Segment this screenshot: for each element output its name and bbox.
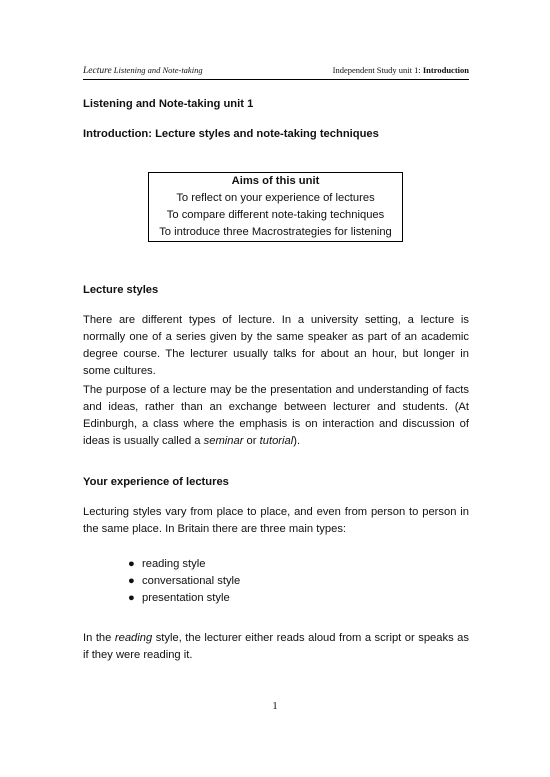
aim-item: To reflect on your experience of lectures (176, 192, 375, 204)
aims-box (148, 172, 403, 242)
lecture-types-list (128, 556, 240, 607)
aim-item: To compare different note-taking techniques (166, 209, 385, 221)
paragraph: There are different types of lecture. In a university setting, a lecture is normally one of a series given by the same speaker as part of an academic degree course. The lecturer usually talks for about an hour, but longer in some cultures. (83, 314, 469, 377)
bullet-icon: ● (128, 558, 135, 570)
term-tutorial: tutorial (259, 435, 294, 447)
term-seminar: seminar (203, 435, 244, 447)
aims-title: Aims of this unit (231, 175, 320, 187)
list-item-text: presentation style (142, 592, 230, 604)
list-item (128, 573, 240, 590)
bullet-icon: ● (128, 592, 135, 604)
paragraph-text: style, the lecturer either reads aloud from a script or speaks as if they were reading it. (83, 632, 469, 661)
header-left (83, 65, 203, 76)
unit-subtitle: Introduction: Lecture styles and note-taking techniques (83, 128, 379, 140)
paragraph-text: ). (293, 435, 301, 447)
header-right (333, 65, 469, 75)
unit-title: Listening and Note-taking unit 1 (83, 98, 254, 110)
paragraph (83, 630, 469, 664)
list-item (128, 556, 240, 573)
paragraph (83, 382, 469, 450)
paragraph-text: or (243, 435, 260, 447)
paragraph-text: The purpose of a lecture may be the presentation and understanding of facts and ideas, rather than an exchange between lecturer and students. (At Edinburgh, a class where the emphasis is on interaction and discussion of ideas is usually called a (83, 384, 469, 447)
bullet-icon: ● (128, 575, 135, 587)
section-heading-experience: Your experience of lectures (83, 476, 229, 488)
paragraph: Lecturing styles vary from place to place, and even from person to person in the same place. In Britain there are three main types: (83, 506, 469, 535)
header-subtitle: Listening and Note-taking (113, 65, 203, 75)
list-item-text: reading style (142, 558, 206, 570)
list-item (128, 590, 240, 607)
paragraph-text: In the (83, 632, 115, 644)
running-header (83, 63, 469, 80)
aim-item: To introduce three Macrostrategies for listening (159, 226, 392, 238)
page-number: 1 (272, 700, 278, 712)
header-unit: Independent Study unit 1: (332, 65, 421, 75)
header-section: Introduction (422, 65, 469, 75)
term-reading: reading (114, 632, 153, 644)
header-brand: Lecture (83, 66, 112, 76)
section-heading-lecture-styles: Lecture styles (83, 284, 159, 296)
list-item-text: conversational style (142, 575, 241, 587)
